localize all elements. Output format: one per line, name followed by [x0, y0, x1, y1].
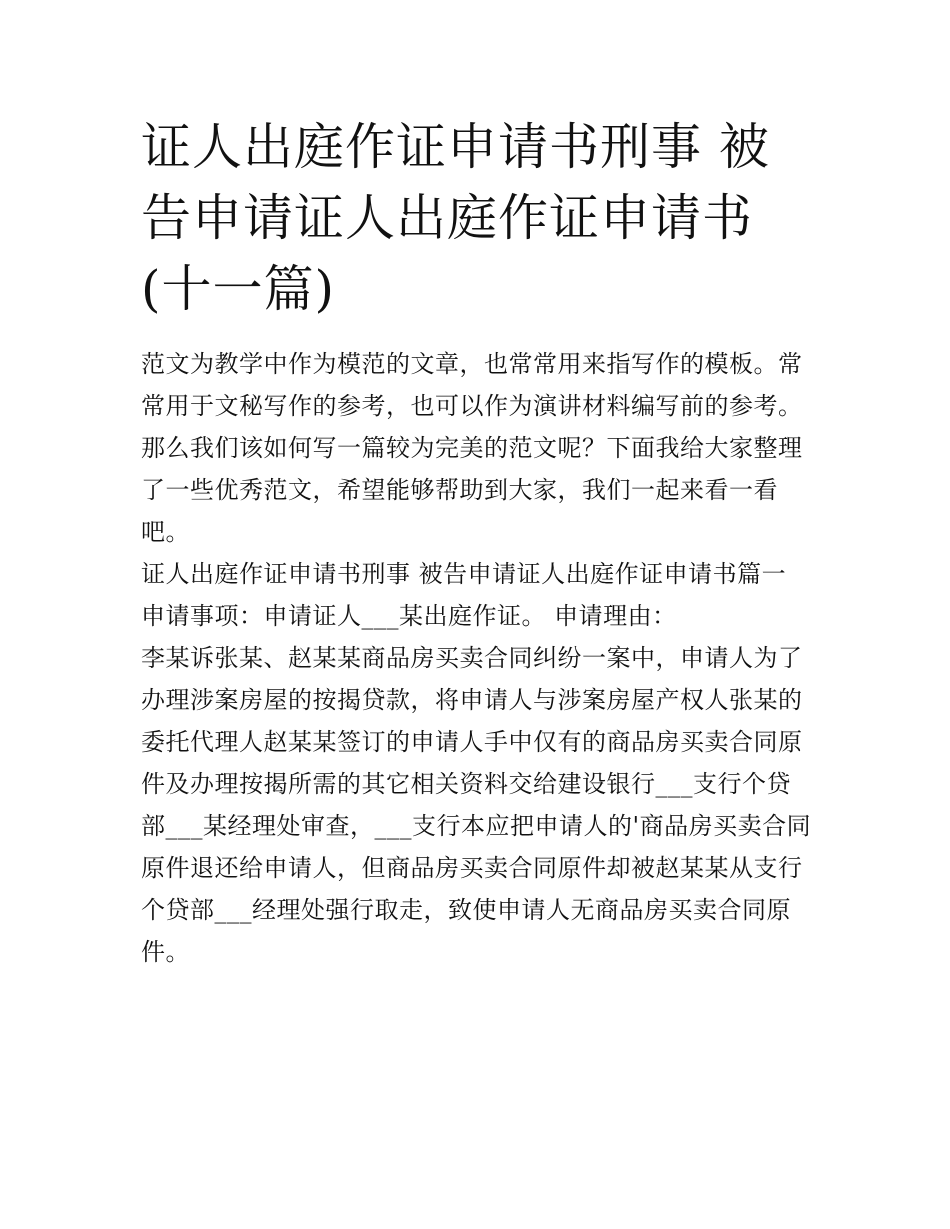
reason-paragraph: 李某诉张某、赵某某商品房买卖合同纠纷一案中，申请人为了办理涉案房屋的按揭贷款，将申请人与涉案房屋产权人张某的委托代理人赵某某签订的申请人手中仅有的商品房买卖合同原件及办理按揭所需的其它相关资料交给建设银行___支行个贷部___某经理处审查，___支行本应把申请人的'商品房买卖合同原件退还给申请人，但商品房买卖合同原件却被赵某某从支行个贷部___经理处强行取走，致使申请人无商品房买卖合同原件。: [141, 644, 812, 966]
intro-paragraph: 范文为教学中作为模范的文章，也常常用来指写作的模板。常常用于文秘写作的参考，也可以作为演讲材料编写前的参考。那么我们该如何写一篇较为完美的范文呢？下面我给大家整理了一些优秀范文，希望能够帮助到大家，我们一起来看一看吧。: [141, 350, 803, 546]
document-title: 证人出庭作证申请书刑事 被告申请证人出庭作证申请书(十一篇): [141, 118, 770, 318]
section-heading: 证人出庭作证申请书刑事 被告申请证人出庭作证申请书篇一: [141, 560, 787, 588]
request-items-paragraph: 申请事项：申请证人___某出庭作证。 申请理由：: [141, 602, 677, 630]
document-content: [141, 112, 813, 973]
document-body: [141, 343, 813, 973]
